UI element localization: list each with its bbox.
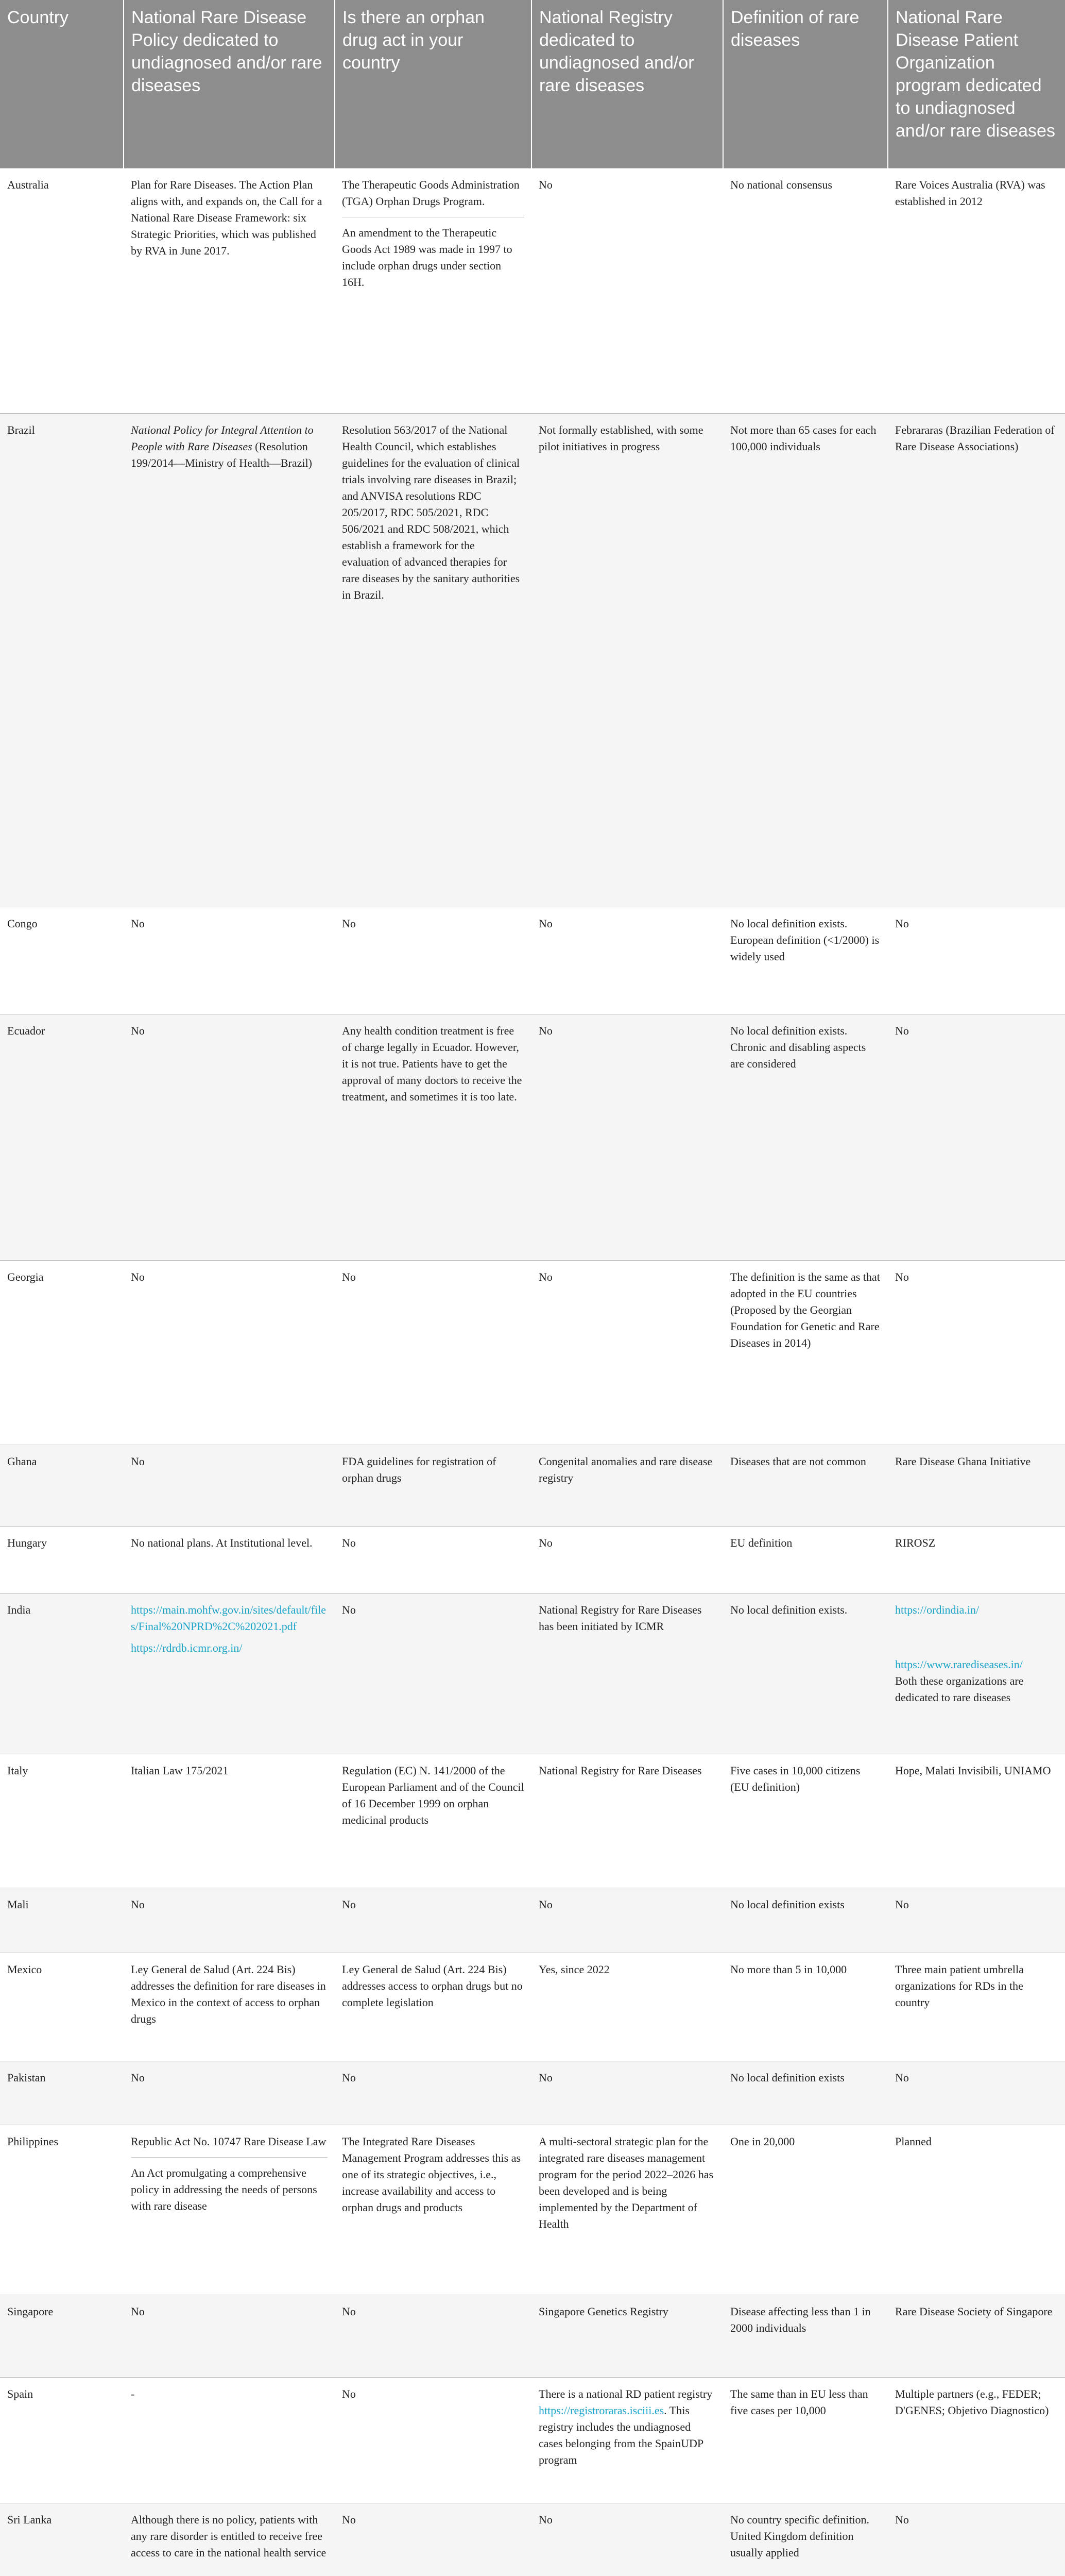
table-row bbox=[0, 1527, 1065, 1594]
registry-cell: National Registry for Rare Diseases has been initiated by ICMR bbox=[531, 1594, 723, 1754]
table-row bbox=[0, 414, 1065, 907]
country-cell: Ecuador bbox=[0, 1014, 124, 1261]
orphan-drug-cell: Regulation (EC) N. 141/2000 of the European Parliament and of the Council of 16 December 1999 on orphan medicinal products bbox=[335, 1754, 531, 1888]
column-header-patient-organization: National Rare Disease Patient Organization program dedicated to undiagnosed and/or rare diseases bbox=[888, 0, 1065, 168]
orphan-drug-cell: No bbox=[335, 1594, 531, 1754]
country-cell: India bbox=[0, 1594, 124, 1754]
definition-cell: No local definition exists bbox=[723, 2061, 888, 2125]
orphan-drug-cell: Resolution 563/2017 of the National Health Council, which establishes guidelines for the evaluation of clinical trials involving rare diseases in Brazil; and ANVISA resolutions RDC 205/2017, RDC 505/2021, RDC 506/2021 and RDC 508/2021, which establish a framework for the evaluation of advanced therapies for rare diseases by the sanitary authorities in Brazil. bbox=[335, 414, 531, 907]
table-row bbox=[0, 1261, 1065, 1445]
country-cell: Hungary bbox=[0, 1527, 124, 1594]
column-header-registry: National Registry dedicated to undiagnosed and/or rare diseases bbox=[531, 0, 723, 168]
definition-cell: No country specific definition. United Kingdom definition usually applied bbox=[723, 2503, 888, 2576]
definition-cell: No local definition exists. bbox=[723, 1594, 888, 1754]
orphan-drug-cell: The Integrated Rare Diseases Management Program addresses this as one of its strategic objectives, i.e., increase availability and access to orphan drugs and products bbox=[335, 2125, 531, 2295]
orphan-drug-text: The Therapeutic Goods Administration (TGA) Orphan Drugs Program. bbox=[342, 178, 520, 208]
policy-cell: No bbox=[124, 1445, 335, 1527]
country-cell: Philippines bbox=[0, 2125, 124, 2295]
policy-cell: No bbox=[124, 907, 335, 1014]
patient-org-text: Both these organizations are dedicated to rare diseases bbox=[895, 1674, 1024, 1704]
definition-cell: EU definition bbox=[723, 1527, 888, 1594]
registry-cell: A multi-sectoral strategic plan for the integrated rare diseases management program for the period 2022–2026 has been developed and is being implemented by the Department of Health bbox=[531, 2125, 723, 2295]
patient-org-link[interactable]: https://ordindia.in/ bbox=[895, 1603, 980, 1616]
country-cell: Ghana bbox=[0, 1445, 124, 1527]
definition-cell: No local definition exists bbox=[723, 1888, 888, 1953]
definition-cell: One in 20,000 bbox=[723, 2125, 888, 2295]
policy-cell bbox=[124, 1594, 335, 1754]
orphan-drug-cell: No bbox=[335, 2295, 531, 2378]
patient-org-cell: RIROSZ bbox=[888, 1527, 1065, 1594]
patient-org-cell: Rare Disease Society of Singapore bbox=[888, 2295, 1065, 2378]
policy-cell: No bbox=[124, 1014, 335, 1261]
orphan-drug-cell: FDA guidelines for registration of orphan drugs bbox=[335, 1445, 531, 1527]
policy-cell: Plan for Rare Diseases. The Action Plan aligns with, and expands on, the Call for a National Rare Disease Framework: six Strategic Priorities, which was published by RVA in June 2017. bbox=[124, 168, 335, 414]
policy-cell: Ley General de Salud (Art. 224 Bis) addresses the definition for rare diseases in Mexico in the context of access to orphan drugs bbox=[124, 1953, 335, 2061]
patient-org-cell: No bbox=[888, 1014, 1065, 1261]
patient-org-cell: No bbox=[888, 907, 1065, 1014]
country-cell: Georgia bbox=[0, 1261, 124, 1445]
table-row bbox=[0, 2378, 1065, 2503]
patient-org-cell: Rare Disease Ghana Initiative bbox=[888, 1445, 1065, 1527]
country-cell: Spain bbox=[0, 2378, 124, 2503]
policy-text: (Resolution 199/2014—Ministry of Health—Brazil) bbox=[131, 440, 312, 469]
table-row bbox=[0, 2295, 1065, 2378]
registry-cell: No bbox=[531, 1888, 723, 1953]
orphan-drug-cell: No bbox=[335, 2061, 531, 2125]
patient-org-cell: No bbox=[888, 1888, 1065, 1953]
orphan-drug-cell: No bbox=[335, 907, 531, 1014]
patient-org-cell: No bbox=[888, 2061, 1065, 2125]
country-cell: Pakistan bbox=[0, 2061, 124, 2125]
policy-title: National Policy for Integral Attention to People with Rare Diseases bbox=[131, 423, 314, 453]
patient-org-cell: No bbox=[888, 2503, 1065, 2576]
policy-cell: Italian Law 175/2021 bbox=[124, 1754, 335, 1888]
table-header-row bbox=[0, 0, 1065, 168]
registry-cell: Singapore Genetics Registry bbox=[531, 2295, 723, 2378]
patient-org-cell: No bbox=[888, 1261, 1065, 1445]
definition-cell: Diseases that are not common bbox=[723, 1445, 888, 1527]
policy-link[interactable]: https://rdrdb.icmr.org.in/ bbox=[131, 1641, 243, 1654]
patient-org-cell: Hope, Malati Invisibili, UNIAMO bbox=[888, 1754, 1065, 1888]
table-row bbox=[0, 1754, 1065, 1888]
definition-cell: No more than 5 in 10,000 bbox=[723, 1953, 888, 2061]
registry-cell: Not formally established, with some pilot initiatives in progress bbox=[531, 414, 723, 907]
policy-cell: No bbox=[124, 2061, 335, 2125]
policy-link[interactable]: https://main.mohfw.gov.in/sites/default/files/Final%20NPRD%2C%202021.pdf bbox=[131, 1603, 327, 1633]
patient-org-cell: Febrararas (Brazilian Federation of Rare Disease Associations) bbox=[888, 414, 1065, 907]
registry-cell: No bbox=[531, 1014, 723, 1261]
column-header-policy: National Rare Disease Policy dedicated to undiagnosed and/or rare diseases bbox=[124, 0, 335, 168]
orphan-drug-cell: No bbox=[335, 2503, 531, 2576]
orphan-drug-text: An amendment to the Therapeutic Goods Act 1989 was made in 1997 to include orphan drugs under section 16H. bbox=[342, 217, 524, 291]
registry-cell: Yes, since 2022 bbox=[531, 1953, 723, 2061]
registry-text: . This registry includes the undiagnosed cases belonging from the SpainUDP program bbox=[539, 2404, 703, 2466]
registry-link[interactable]: https://registroraras.isciii.es bbox=[539, 2404, 664, 2417]
registry-text: There is a national RD patient registry bbox=[539, 2387, 713, 2400]
definition-cell: The definition is the same as that adopted in the EU countries (Proposed by the Georgian Foundation for Genetic and Rare Diseases in 2014) bbox=[723, 1261, 888, 1445]
registry-cell bbox=[531, 2378, 723, 2503]
policy-cell: - bbox=[124, 2378, 335, 2503]
country-cell: Australia bbox=[0, 168, 124, 414]
registry-cell: National Registry for Rare Diseases bbox=[531, 1754, 723, 1888]
country-cell: Italy bbox=[0, 1754, 124, 1888]
country-cell: Congo bbox=[0, 907, 124, 1014]
patient-org-cell: Planned bbox=[888, 2125, 1065, 2295]
definition-cell: No local definition exists. European definition (<1/2000) is widely used bbox=[723, 907, 888, 1014]
orphan-drug-cell bbox=[335, 168, 531, 414]
table-row bbox=[0, 1445, 1065, 1527]
patient-org-link[interactable]: https://www.rarediseases.in/ bbox=[895, 1658, 1023, 1671]
policy-cell bbox=[124, 414, 335, 907]
policy-text: An Act promulgating a comprehensive policy in addressing the needs of persons with rare disease bbox=[131, 2157, 328, 2214]
country-cell: Mexico bbox=[0, 1953, 124, 2061]
orphan-drug-cell: No bbox=[335, 1888, 531, 1953]
registry-cell: No bbox=[531, 1261, 723, 1445]
table-row bbox=[0, 1888, 1065, 1953]
country-cell: Singapore bbox=[0, 2295, 124, 2378]
table-row bbox=[0, 1594, 1065, 1754]
registry-cell: Congenital anomalies and rare disease registry bbox=[531, 1445, 723, 1527]
country-cell: Brazil bbox=[0, 414, 124, 907]
policy-cell: No national plans. At Institutional level. bbox=[124, 1527, 335, 1594]
registry-cell: No bbox=[531, 168, 723, 414]
definition-cell: Disease affecting less than 1 in 2000 individuals bbox=[723, 2295, 888, 2378]
registry-cell: No bbox=[531, 2061, 723, 2125]
patient-org-cell bbox=[888, 1594, 1065, 1754]
table-row bbox=[0, 2061, 1065, 2125]
definition-cell: Five cases in 10,000 citizens (EU definition) bbox=[723, 1754, 888, 1888]
column-header-orphan-drug-act: Is there an orphan drug act in your country bbox=[335, 0, 531, 168]
column-header-definition: Definition of rare diseases bbox=[723, 0, 888, 168]
orphan-drug-cell: No bbox=[335, 1527, 531, 1594]
policy-cell: No bbox=[124, 2295, 335, 2378]
policy-cell bbox=[124, 2125, 335, 2295]
table-row bbox=[0, 1014, 1065, 1261]
table-row bbox=[0, 907, 1065, 1014]
patient-org-cell: Multiple partners (e.g., FEDER; D'GENES; Objetivo Diagnostico) bbox=[888, 2378, 1065, 2503]
patient-org-cell: Rare Voices Australia (RVA) was established in 2012 bbox=[888, 168, 1065, 414]
registry-cell: No bbox=[531, 1527, 723, 1594]
definition-cell: No national consensus bbox=[723, 168, 888, 414]
orphan-drug-cell: Ley General de Salud (Art. 224 Bis) addresses access to orphan drugs but no complete legislation bbox=[335, 1953, 531, 2061]
orphan-drug-cell: No bbox=[335, 1261, 531, 1445]
definition-cell: No local definition exists. Chronic and disabling aspects are considered bbox=[723, 1014, 888, 1261]
policy-cell: Although there is no policy, patients with any rare disorder is entitled to receive free access to care in the national health service bbox=[124, 2503, 335, 2576]
policy-cell: No bbox=[124, 1888, 335, 1953]
table-row bbox=[0, 2503, 1065, 2576]
orphan-drug-cell: Any health condition treatment is free of charge legally in Ecuador. However, it is not true. Patients have to get the approval of many doctors to receive the treatment, and sometimes it is too late. bbox=[335, 1014, 531, 1261]
table-row bbox=[0, 168, 1065, 414]
column-header-country: Country bbox=[0, 0, 124, 168]
policy-cell: No bbox=[124, 1261, 335, 1445]
registry-cell: No bbox=[531, 907, 723, 1014]
country-cell: Sri Lanka bbox=[0, 2503, 124, 2576]
country-cell: Mali bbox=[0, 1888, 124, 1953]
orphan-drug-cell: No bbox=[335, 2378, 531, 2503]
definition-cell: The same than in EU less than five cases per 10,000 bbox=[723, 2378, 888, 2503]
registry-cell: No bbox=[531, 2503, 723, 2576]
policy-text: Republic Act No. 10747 Rare Disease Law bbox=[131, 2135, 327, 2148]
patient-org-cell: Three main patient umbrella organizations for RDs in the country bbox=[888, 1953, 1065, 2061]
table-row bbox=[0, 1953, 1065, 2061]
table-row bbox=[0, 2125, 1065, 2295]
definition-cell: Not more than 65 cases for each 100,000 individuals bbox=[723, 414, 888, 907]
